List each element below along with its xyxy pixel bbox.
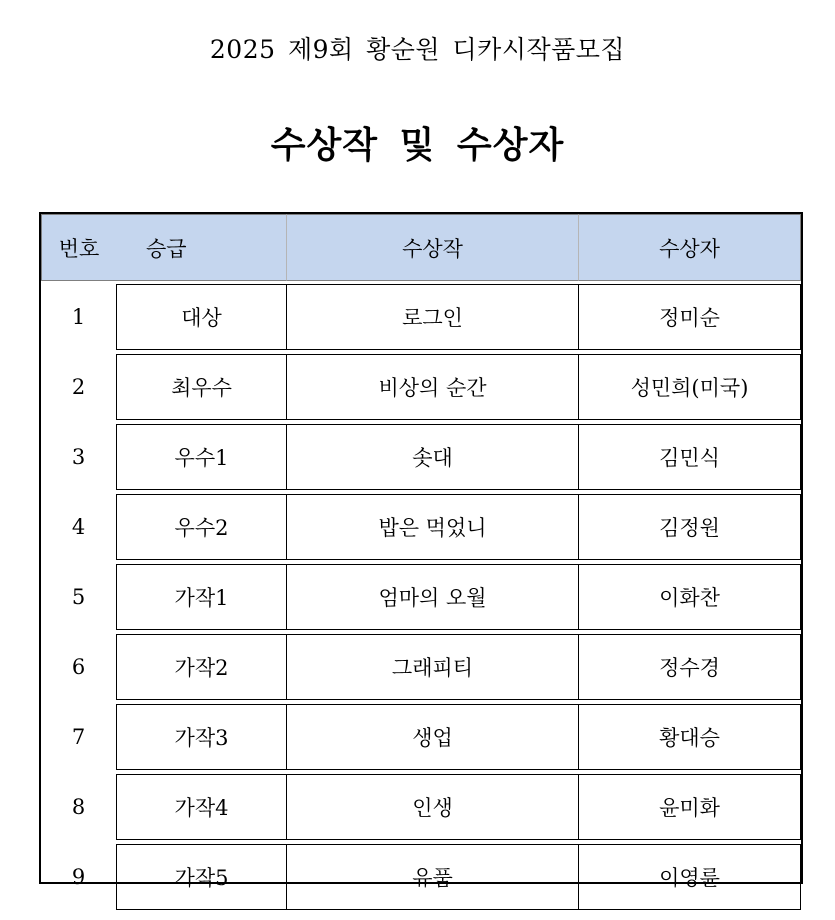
row-number-cell: 7 [71,725,86,749]
table-row [41,284,801,350]
awards-heading: 수상작 및 수상자 [270,124,565,166]
row-winner-cell: 정미순 [578,284,801,350]
row-grade-cell: 우수2 [116,494,286,560]
row-winner-cell: 정수경 [578,634,801,700]
table-row [41,424,801,490]
awards-table [41,214,801,910]
row-grade-cell: 최우수 [116,354,286,420]
table-row [41,634,801,700]
row-number-cell: 5 [71,585,86,609]
table-header-row [41,214,801,281]
header-winner: 수상자 [578,214,801,281]
table-row [41,564,801,630]
row-number-cell: 6 [71,655,86,679]
row-work-cell: 솟대 [286,424,578,490]
table-row [41,774,801,840]
row-number-cell: 9 [71,865,86,889]
row-winner-cell: 윤미화 [578,774,801,840]
row-grade-cell: 가작2 [116,634,286,700]
row-grade-cell: 가작5 [116,844,286,910]
row-number-cell: 8 [71,795,86,819]
row-grade-cell: 우수1 [116,424,286,490]
row-work-cell: 밥은 먹었니 [286,494,578,560]
header-number: 번호 [41,214,116,281]
row-grade-cell: 가작3 [116,704,286,770]
row-winner-cell: 이화찬 [578,564,801,630]
row-winner-cell: 김정원 [578,494,801,560]
row-grade-cell: 가작4 [116,774,286,840]
awards-table-frame [39,212,803,890]
header-work: 수상작 [286,214,578,281]
row-winner-cell: 김민식 [578,424,801,490]
row-work-cell: 비상의 순간 [286,354,578,420]
row-work-cell: 인생 [286,774,578,840]
table-row [41,704,801,770]
row-winner-cell: 성민희(미국) [578,354,801,420]
row-number-cell: 2 [71,375,86,399]
row-winner-cell: 이영륜 [578,844,801,910]
table-row [41,844,801,910]
table-row [41,354,801,420]
row-grade-cell: 대상 [116,284,286,350]
row-winner-cell: 황대승 [578,704,801,770]
row-number-cell: 4 [71,515,86,539]
row-number-cell: 1 [71,305,86,329]
row-work-cell: 그래피티 [286,634,578,700]
row-work-cell: 생업 [286,704,578,770]
row-grade-cell: 가작1 [116,564,286,630]
table-body [41,281,801,910]
row-number-cell: 3 [71,445,86,469]
row-work-cell: 로그인 [286,284,578,350]
table-row [41,494,801,560]
header-grade: 승급 [116,214,286,281]
document-title: 2025 제9회 황순원 디카시작품모집 [209,35,626,64]
row-work-cell: 유품 [286,844,578,910]
row-work-cell: 엄마의 오월 [286,564,578,630]
